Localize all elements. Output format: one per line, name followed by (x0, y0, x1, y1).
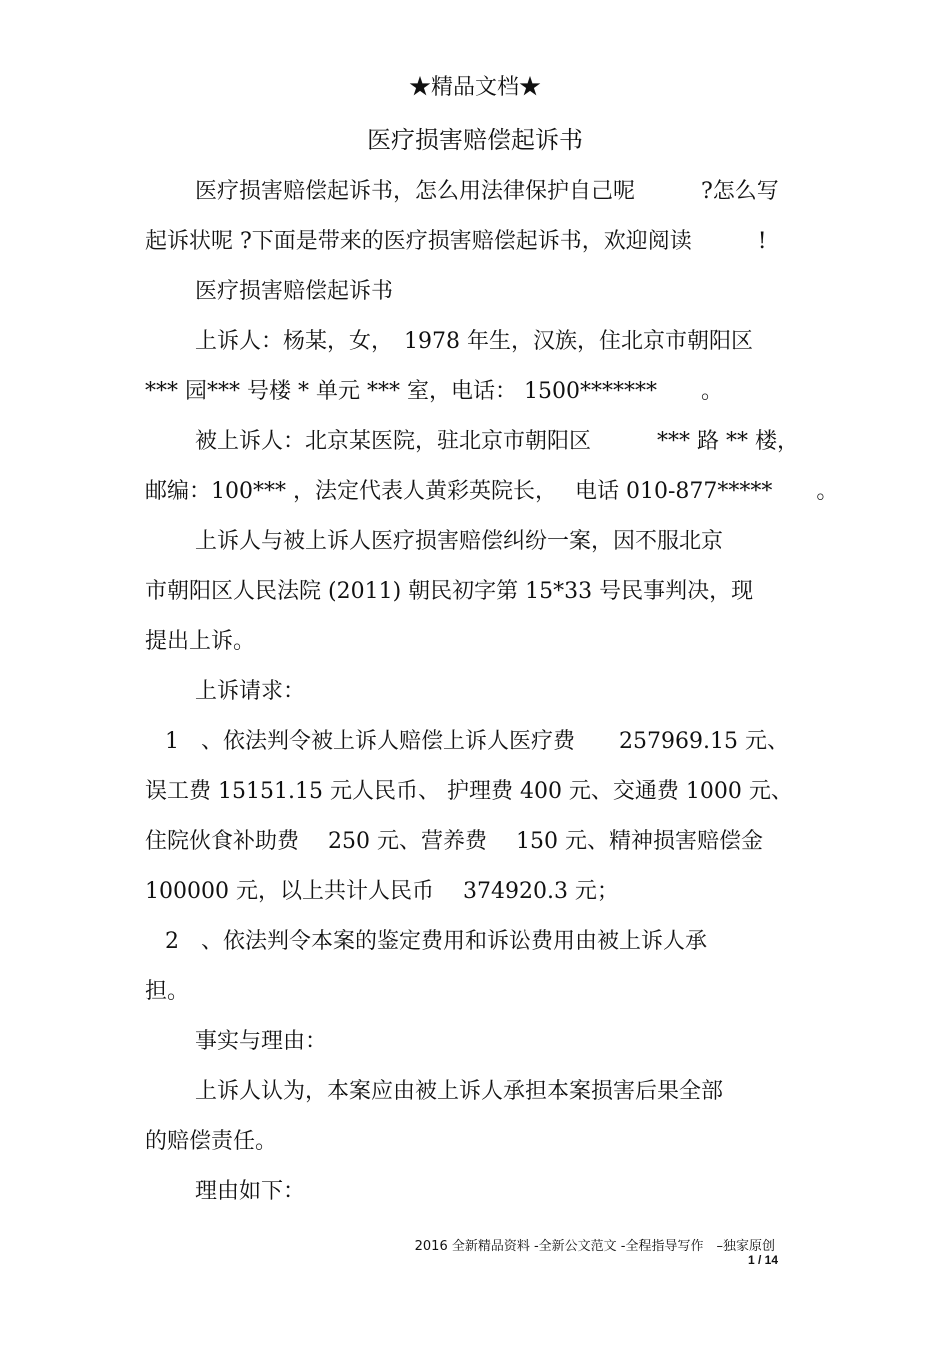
body-line: 100000 元，以上共计人民币 374920.3 元； (145, 879, 619, 904)
body-line: 的赔偿责任。 (145, 1129, 278, 1154)
body-line: 担。 (145, 979, 190, 1004)
body-line: 上诉人认为，本案应由被上诉人承担本案损害后果全部 (195, 1079, 724, 1104)
page-footer: 2016 全新精品资料 -全新公文范文 -全程指导写作 –独家原创 (414, 1239, 775, 1254)
body-line: 医疗损害赔偿起诉书，怎么用法律保护自己呢 ?怎么写 (195, 179, 779, 204)
body-line: 2 、依法判令本案的鉴定费用和诉讼费用由被上诉人承 (165, 929, 707, 954)
body-line: 被上诉人：北京某医院，驻北京市朝阳区 *** 路 ** 楼， (195, 429, 799, 454)
body-line: 误工费 15151.15 元人民币、 护理费 400 元、交通费 1000 元、 (145, 779, 793, 804)
body-line: 上诉人：杨某，女， 1978 年生，汉族，住北京市朝阳区 (195, 329, 753, 354)
page-header: ★精品文档★ (408, 75, 541, 100)
body-line: 住院伙食补助费 250 元、营养费 150 元、精神损害赔偿金 (145, 829, 763, 854)
body-line: 1 、依法判令被上诉人赔偿上诉人医疗费 257969.15 元、 (165, 729, 789, 754)
body-line: 上诉人与被上诉人医疗损害赔偿纠纷一案，因不服北京 (195, 529, 724, 554)
body-line: 医疗损害赔偿起诉书 (195, 279, 394, 304)
body-line: 起诉状呢 ?下面是带来的医疗损害赔偿起诉书，欢迎阅读 ! (145, 229, 767, 254)
body-line: 上诉请求： (195, 679, 306, 704)
body-line: 市朝阳区人民法院 (2011) 朝民初字第 15*33 号民事判决，现 (145, 579, 754, 604)
body-line: 事实与理由： (195, 1029, 328, 1054)
page-number: 1 / 14 (747, 1253, 778, 1267)
document-title: 医疗损害赔偿起诉书 (367, 126, 583, 154)
body-line: 提出上诉。 (145, 629, 256, 654)
body-line: 邮编：100*** ，法定代表人黄彩英院长， 电话 010-877***** 。 (145, 479, 839, 504)
body-line: *** 园*** 号楼 * 单元 *** 室，电话： 1500******* 。 (145, 379, 723, 404)
body-line: 理由如下： (195, 1179, 306, 1204)
